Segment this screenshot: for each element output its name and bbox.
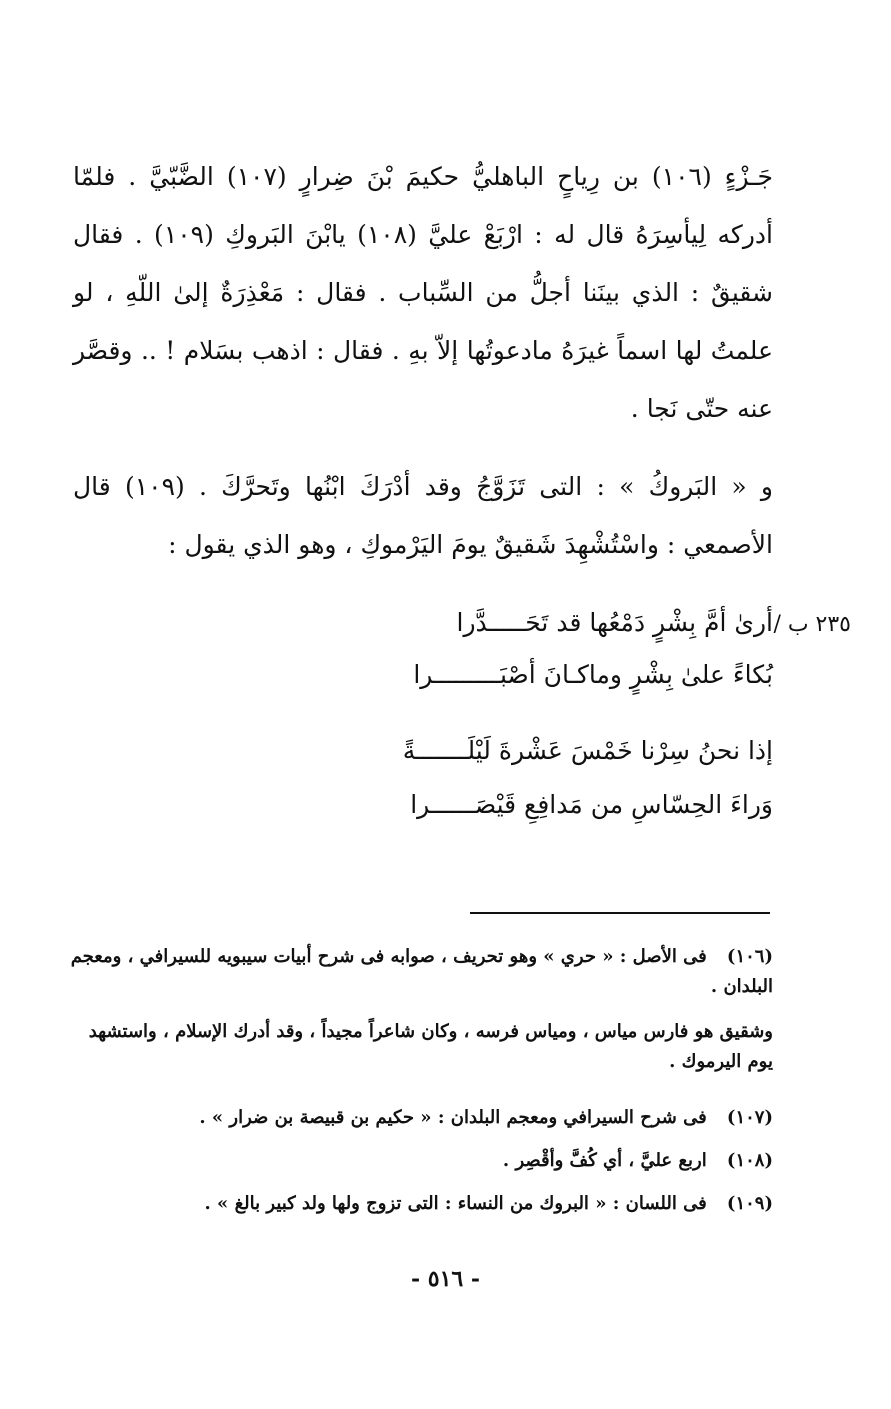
footnote-107 [67,1103,773,1133]
folio-marker: ٢٣٥ ب / [773,612,851,637]
page-number: - ٥١٦ - [410,1266,481,1292]
footnote-number: (١٠٦) [726,946,773,967]
footnote-text: اربع عليَّ ، أي كُفَّ وأقْصِر . [502,1150,707,1171]
verse-line-3: إذا نحنُ سِرْنا خَمْسَ عَشْرةَ لَيْلَـــــــةً [402,736,773,765]
body-paragraph-1: جَـزْءٍ (١٠٦) بن رِياحٍ الباهليُّ حكيمَ بْنَ ضِرارٍ (١٠٧) الضَّبّيَّ . فلمّا أدركه لِيأسِرَهُ قال له : ارْبَعْ عليَّ (١٠٨) يابْنَ البَروكِ (١٠٩) . فقال شقيقٌ : الذي بينَنا أجلُّ من السِّباب . فقال : مَعْذِرَةٌ إلىٰ اللّهِ ، لو علمتُ لها اسماً غيرَهُ مادعوتُها إلاّ بهِ . فقال : اذهب بسَلام ! .. وقصَّر عنه حتّى نَجا . [73,162,774,423]
footnote-text: فى شرح السيرافي ومعجم البلدان : « حكيم بن قبيصة بن ضرار » . [199,1107,707,1128]
footnote-106-continuation [67,1017,773,1077]
verse-line-4: وَراءَ الحِسّاسِ من مَدافِعِ قَيْصَــــــرا [410,790,773,819]
footnote-text: فى الأصل : « حري » وهو تحريف ، صوابه فى شرح أبيات سيبويه للسيرافي ، ومعجم البلدان . [70,946,773,997]
verse-line-2: بُكاءً علىٰ بِشْرٍ وماكـانَ أصْبَـــــــــرا [413,660,773,689]
footnote-number: (١٠٩) [726,1193,773,1214]
footnote-number: (١٠٨) [726,1150,773,1171]
body-paragraph-2: و « البَروكُ » : التى تَزَوَّجُ وقد أدْرَكَ ابْنُها وتَحرَّكَ . (١٠٩) قال الأصمعي : واسْتُشْهِدَ شَقيقٌ يومَ اليَرْموكِ ، وهو الذي يقول : [73,472,773,559]
footnote-separator [470,912,770,914]
footnote-text: وشقيق هو فارس مياس ، ومياس فرسه ، وكان شاعراً مجيداً ، وقد أدرك الإسلام ، واستشهد يوم اليرموك . [88,1021,773,1072]
footnote-108 [67,1146,773,1176]
verse-line-1: أرىٰ أمَّ بِشْرٍ دَمْعُها قد تَحَـــــدَّرا [456,608,773,637]
footnote-number: (١٠٧) [726,1107,773,1128]
footnote-text: فى اللسان : « البروك من النساء : التى تزوج ولها ولد كبير بالغ » . [204,1193,707,1214]
footnote-109 [67,1189,773,1219]
footnote-106 [67,942,773,1002]
